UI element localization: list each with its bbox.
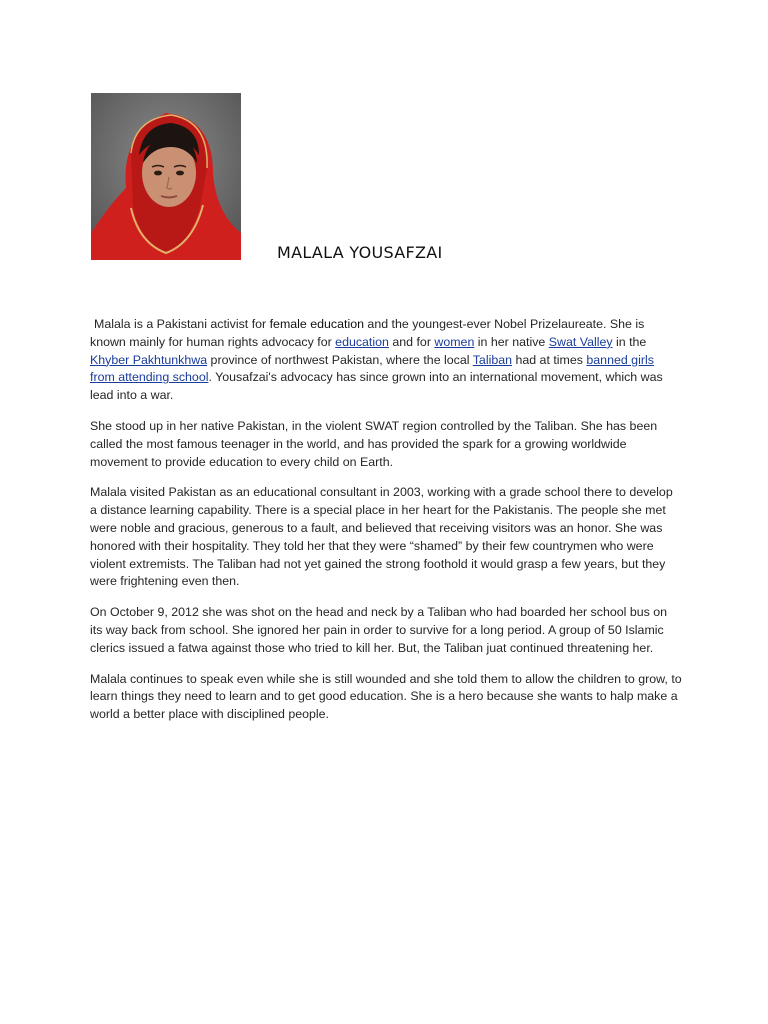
text-span: . Yousafzai's advocacy has since grown into an international movement, which was lead into a war. xyxy=(90,370,663,403)
text-span-emphasis: female education xyxy=(269,317,364,331)
link-taliban[interactable]: Taliban xyxy=(472,352,512,367)
text-span: and the youngest-ever Nobel Prizelaureate. She is known mainly for human rights advocacy for xyxy=(90,317,645,349)
paragraph-5: Malala continues to speak even while she is still wounded and she told them to allow the children to grow, to learn things they need to learn and to get good education. She is a hero because she wants to halp make a world a better place with disciplined people. xyxy=(90,671,682,722)
text-span: province of northwest Pakistan, where the local xyxy=(207,352,473,367)
paragraph-intro xyxy=(90,316,682,405)
link-women[interactable]: women xyxy=(434,334,475,349)
text-span: in her native xyxy=(474,334,549,349)
portrait-photo xyxy=(91,93,241,260)
text-span: had at times xyxy=(512,352,587,367)
link-banned-girls[interactable]: banned girls from attending school xyxy=(90,352,654,385)
paragraph-2: She stood up in her native Pakistan, in the violent SWAT region controlled by the Taliban. She has been called the most famous teenager in the world, and has provided the spark for a growing worldwide movement to provide education to every child on Earth. xyxy=(90,418,658,469)
link-khyber-pakhtunkhwa[interactable]: Khyber Pakhtunkhwa xyxy=(90,352,208,367)
paragraph-4: On October 9, 2012 she was shot on the head and neck by a Taliban who had boarded her school bus on its way back from school. She ignored her pain in order to survive for a long period. A group of 50 Islamic clerics issued a fatwa against those who tried to kill her. But, the Taliban juat continued threatening her. xyxy=(90,605,668,655)
link-swat-valley[interactable]: Swat Valley xyxy=(548,334,613,349)
paragraph-3: Malala visited Pakistan as an educational consultant in 2003, working with a grade school there to develop a distance learning capability. There is a special place in her heart for the Pakistanis. The people she met were noble and gracious, generous to a fault, and believed that receiving visitors was an honor. She was honored with their hospitality. They told her that they were “shamed” by their few countrymen who were violent extremists. The Taliban had not yet gained the strong foothold it would grasp a few years, but they were frightening even then. xyxy=(90,485,673,589)
link-education[interactable]: education xyxy=(335,334,389,349)
text-span: Malala is a Pakistani activist for xyxy=(94,317,270,331)
page-title: MALALA YOUSAFZAI xyxy=(277,243,443,262)
text-span: and for xyxy=(388,334,435,349)
text-span: in the xyxy=(612,334,647,349)
article-body xyxy=(90,316,682,737)
